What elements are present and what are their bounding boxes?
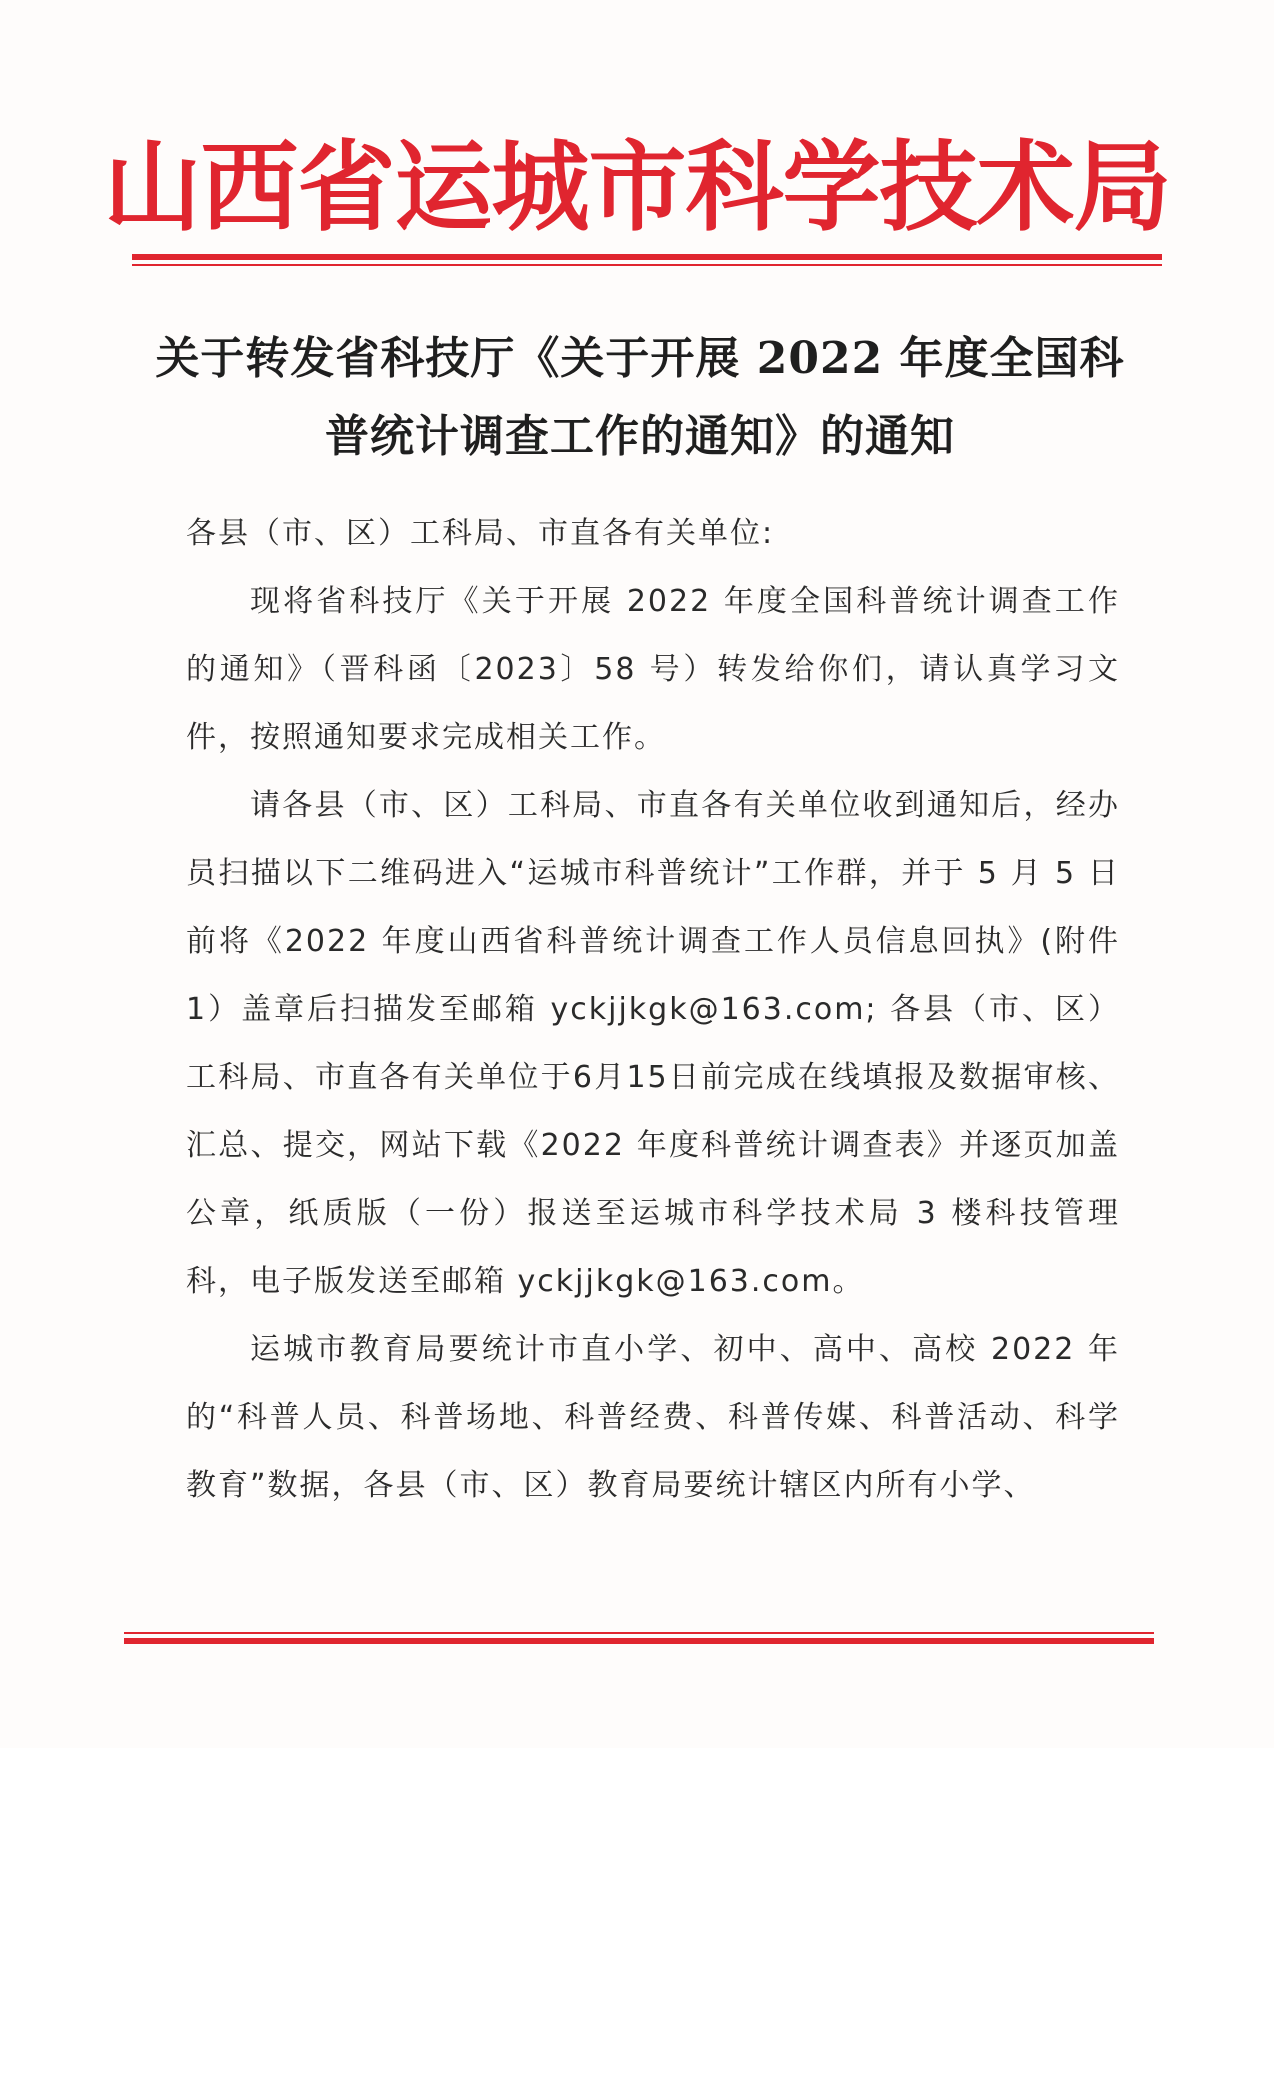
- header-rule-thin: [132, 264, 1162, 266]
- document-title-line-1: 关于转发省科技厅《关于开展 2022 年度全国科: [155, 333, 1125, 384]
- document-body: [186, 500, 1120, 1520]
- masthead-title: 山西省运城市科学技术局: [103, 130, 1171, 245]
- paragraph-2: 请各县（市、区）工科局、市直各有关单位收到通知后，经办员扫描以下二维码进入“运城市科普统计”工作群，并于 5 月 5 日前将《2022 年度山西省科普统计调查工作人员信息回执》(附件 1）盖章后扫描发至邮箱 yckjjkgk@163.com; 各县（市、区）工科局、市直各有关单位于6月15日前完成在线填报及数据审核、汇总、提交，网站下载《2022 年度科普统计调查表》并逐页加盖公章，纸质版（一份）报送至运城市科学技术局 3 楼科技管理科，电子版发送至邮箱 yckjjkgk@163.com。: [186, 788, 1120, 1299]
- paragraph-1: 现将省科技厅《关于开展 2022 年度全国科普统计调查工作的通知》（晋科函〔2023〕58 号）转发给你们，请认真学习文件，按照通知要求完成相关工作。: [186, 584, 1120, 755]
- document-title: [150, 320, 1130, 476]
- footer-rule-thin: [124, 1632, 1154, 1634]
- document-title-line-2: 普统计调查工作的通知》的通知: [325, 411, 955, 462]
- footer-rule-thick: [124, 1638, 1154, 1644]
- salutation: 各县（市、区）工科局、市直各有关单位:: [186, 516, 775, 551]
- paragraph-3: 运城市教育局要统计市直小学、初中、高中、高校 2022 年的“科普人员、科普场地、科普经费、科普传媒、科普活动、科学教育”数据，各县（市、区）教育局要统计辖区内所有小学、: [186, 1332, 1120, 1503]
- header-rule-thick: [132, 254, 1162, 260]
